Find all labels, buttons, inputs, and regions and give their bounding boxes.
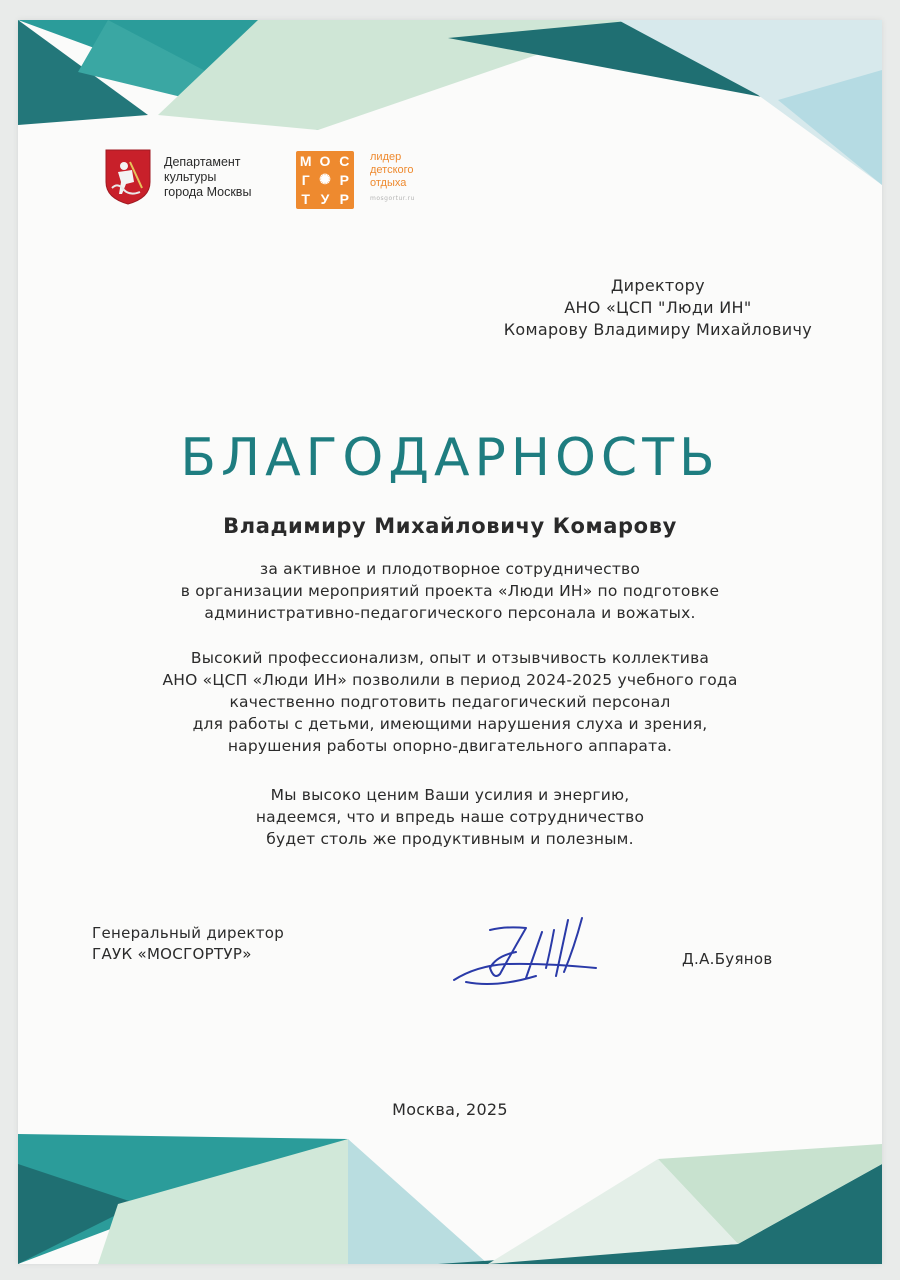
logo-letter: Г bbox=[301, 171, 310, 188]
signer-position-line-2: ГАУК «МОСГОРТУР» bbox=[92, 945, 252, 963]
mosgortur-site: mosgortur.ru bbox=[370, 195, 415, 202]
addressee-line-3: Комарову Владимиру Михайловичу bbox=[503, 320, 812, 339]
logo-letter: С bbox=[339, 152, 350, 169]
text-line: для работы с детьми, имеющими нарушения слуха и зрения, bbox=[192, 715, 708, 733]
bottom-decoration bbox=[18, 1134, 882, 1264]
text-line: Высокий профессионализм, опыт и отзывчивость коллектива bbox=[190, 649, 710, 667]
signer-position-line-1: Генеральный директор bbox=[92, 924, 285, 942]
text-line: нарушения работы опорно-двигательного аппарата. bbox=[227, 737, 673, 755]
sun-icon: ✺ bbox=[319, 171, 331, 188]
handwritten-signature bbox=[446, 908, 616, 996]
text-line: в организации мероприятий проекта «Люди ИН» по подготовке bbox=[180, 582, 720, 600]
addressee-block bbox=[504, 275, 812, 341]
moscow-coat-of-arms-icon bbox=[104, 148, 152, 206]
text-line: надеемся, что и впредь наше сотрудничество bbox=[255, 808, 645, 826]
mosgortur-logo-mark bbox=[296, 151, 354, 209]
logo-letter: О bbox=[319, 152, 331, 169]
certificate-sheet bbox=[18, 20, 882, 1264]
text-line: Мы высоко ценим Ваши усилия и энергию, bbox=[270, 786, 630, 804]
logo-letter: У bbox=[320, 191, 330, 208]
text-line: качественно подготовить педагогический персонал bbox=[229, 693, 671, 711]
signer-position bbox=[92, 923, 284, 965]
mosgortur-text bbox=[370, 151, 415, 209]
department-name: Департамент культуры города Москвы bbox=[164, 154, 252, 199]
logo-letter: М bbox=[299, 152, 312, 169]
mosgortur-logo bbox=[296, 151, 415, 209]
paragraph-professionalism bbox=[18, 647, 882, 757]
addressee-line-1: Директору bbox=[610, 276, 705, 295]
logo-letter: Р bbox=[339, 191, 349, 208]
text-line: административно-педагогического персонала и вожатых. bbox=[204, 604, 696, 622]
text-line: за активное и плодотворное сотрудничество bbox=[259, 560, 641, 578]
logo-letter: Р bbox=[339, 171, 349, 188]
addressee-line-2: АНО «ЦСП "Люди ИН" bbox=[564, 298, 752, 317]
signer-name: Д.А.Буянов bbox=[682, 950, 773, 968]
logo-letter: Т bbox=[301, 191, 310, 208]
mosgortur-slogan: лидер детского отдыха bbox=[370, 151, 414, 189]
recipient-name: Владимиру Михайловичу Комарову bbox=[223, 514, 677, 538]
document-title: БЛАГОДАРНОСТЬ bbox=[180, 428, 720, 488]
department-logo bbox=[104, 148, 274, 206]
text-line: АНО «ЦСП «Люди ИН» позволили в период 2024-2025 учебного года bbox=[162, 671, 738, 689]
city-year: Москва, 2025 bbox=[392, 1100, 508, 1119]
text-line: будет столь же продуктивным и полезным. bbox=[266, 830, 634, 848]
paragraph-closing bbox=[18, 784, 882, 850]
paragraph-gratitude bbox=[18, 558, 882, 624]
